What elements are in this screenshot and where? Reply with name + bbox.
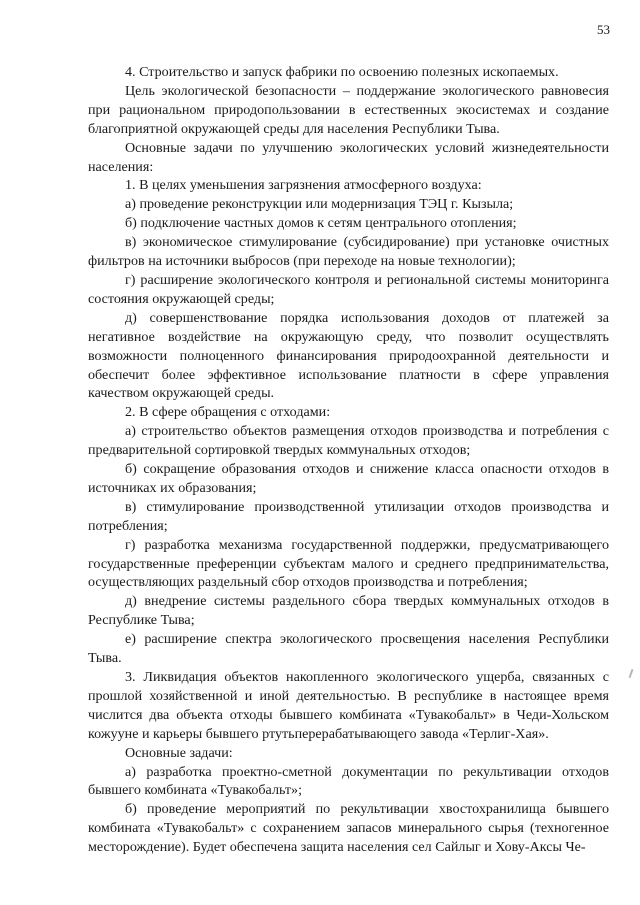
list-item-air-d: г) расширение экологического контроля и региональной системы мониторинга состояния окружающей среды; <box>88 271 609 307</box>
list-item-air-b: б) подключение частных домов к сетям центрального отопления; <box>125 215 517 232</box>
scan-speck-mark <box>629 669 634 678</box>
paragraph-safety-goal: Цель экологической безопасности – поддержание экологического равновесия при рациональном природопользовании в естественных экосистемах и создание благоприятной окружающей среды для населения Республики Тыва. <box>88 82 609 137</box>
list-item-waste-c: в) стимулирование производственной утилизации отходов производства и потребления; <box>88 498 609 534</box>
page-number: 53 <box>597 22 610 37</box>
list-item-air-e: д) совершенствование порядка использования доходов от платежей за негативное воздействие на окружающую среду, что позволит осуществлять возможности полноценного финансирования природоохранной деятельности и обеспечит более эффективное использование платности в сфере управления качеством окружающей среды. <box>88 309 609 402</box>
list-item-damage-b: б) проведение мероприятий по рекультивации хвостохранилища бывшего комбината «Тувакобальт» с сохранением запасов минерального сырья (техногенное месторождение). Будет обеспечена защита населения сел Сайлыг и Хову-Аксы Че- <box>88 801 609 856</box>
list-item-waste-e: д) внедрение системы раздельного сбора твердых коммунальных отходов в Республике Тыва; <box>88 593 609 629</box>
paragraph-main-tasks-intro: Основные задачи по улучшению экологических условий жизнедеятельности населения: <box>88 139 609 175</box>
document-body <box>88 63 609 857</box>
list-item-waste-a: а) строительство объектов размещения отходов производства и потребления с предварительной сортировкой твердых коммунальных отходов; <box>88 423 609 459</box>
paragraph-main-tasks-heading: Основные задачи: <box>125 744 233 761</box>
list-item-air-a: а) проведение реконструкции или модернизация ТЭЦ г. Кызыла; <box>125 196 514 213</box>
paragraph-waste-heading: 2. В сфере обращения с отходами: <box>125 404 331 421</box>
list-item-air-c: в) экономическое стимулирование (субсидирование) при установке очистных фильтров на источники выбросов (при переходе на новые технологии); <box>88 234 609 270</box>
list-item-waste-b: б) сокращение образования отходов и снижение класса опасности отходов в источниках их образования; <box>88 461 609 496</box>
list-item-damage-a: а) разработка проектно-сметной документации по рекультивации отходов бывшего комбината «Тувакобальт»; <box>88 763 609 799</box>
list-item-waste-f: е) расширение спектра экологического просвещения населения Республики Тыва. <box>88 631 609 667</box>
paragraph-factory-launch: 4. Строительство и запуск фабрики по освоению полезных ископаемых. <box>125 64 559 80</box>
list-item-waste-d: г) разработка механизма государственной поддержки, предусматривающего государственные преференции субъектам малого и среднего предпринимательства, осуществляющих раздельный сбор отходов производства и потребления; <box>88 536 609 591</box>
paragraph-air-pollution-heading: 1. В целях уменьшения загрязнения атмосферного воздуха: <box>125 177 482 194</box>
paragraph-damage-liquidation: 3. Ликвидация объектов накопленного экологического ущерба, связанных с прошлой хозяйственной и иной деятельностью. В республике в настоящее время числится два объекта отходы бывшего комбината «Тувакобальт» в Чеди-Хольском кожууне и карьеры бывшего ртутьперерабатывающего завода «Терлиг-Хая». <box>88 669 609 742</box>
